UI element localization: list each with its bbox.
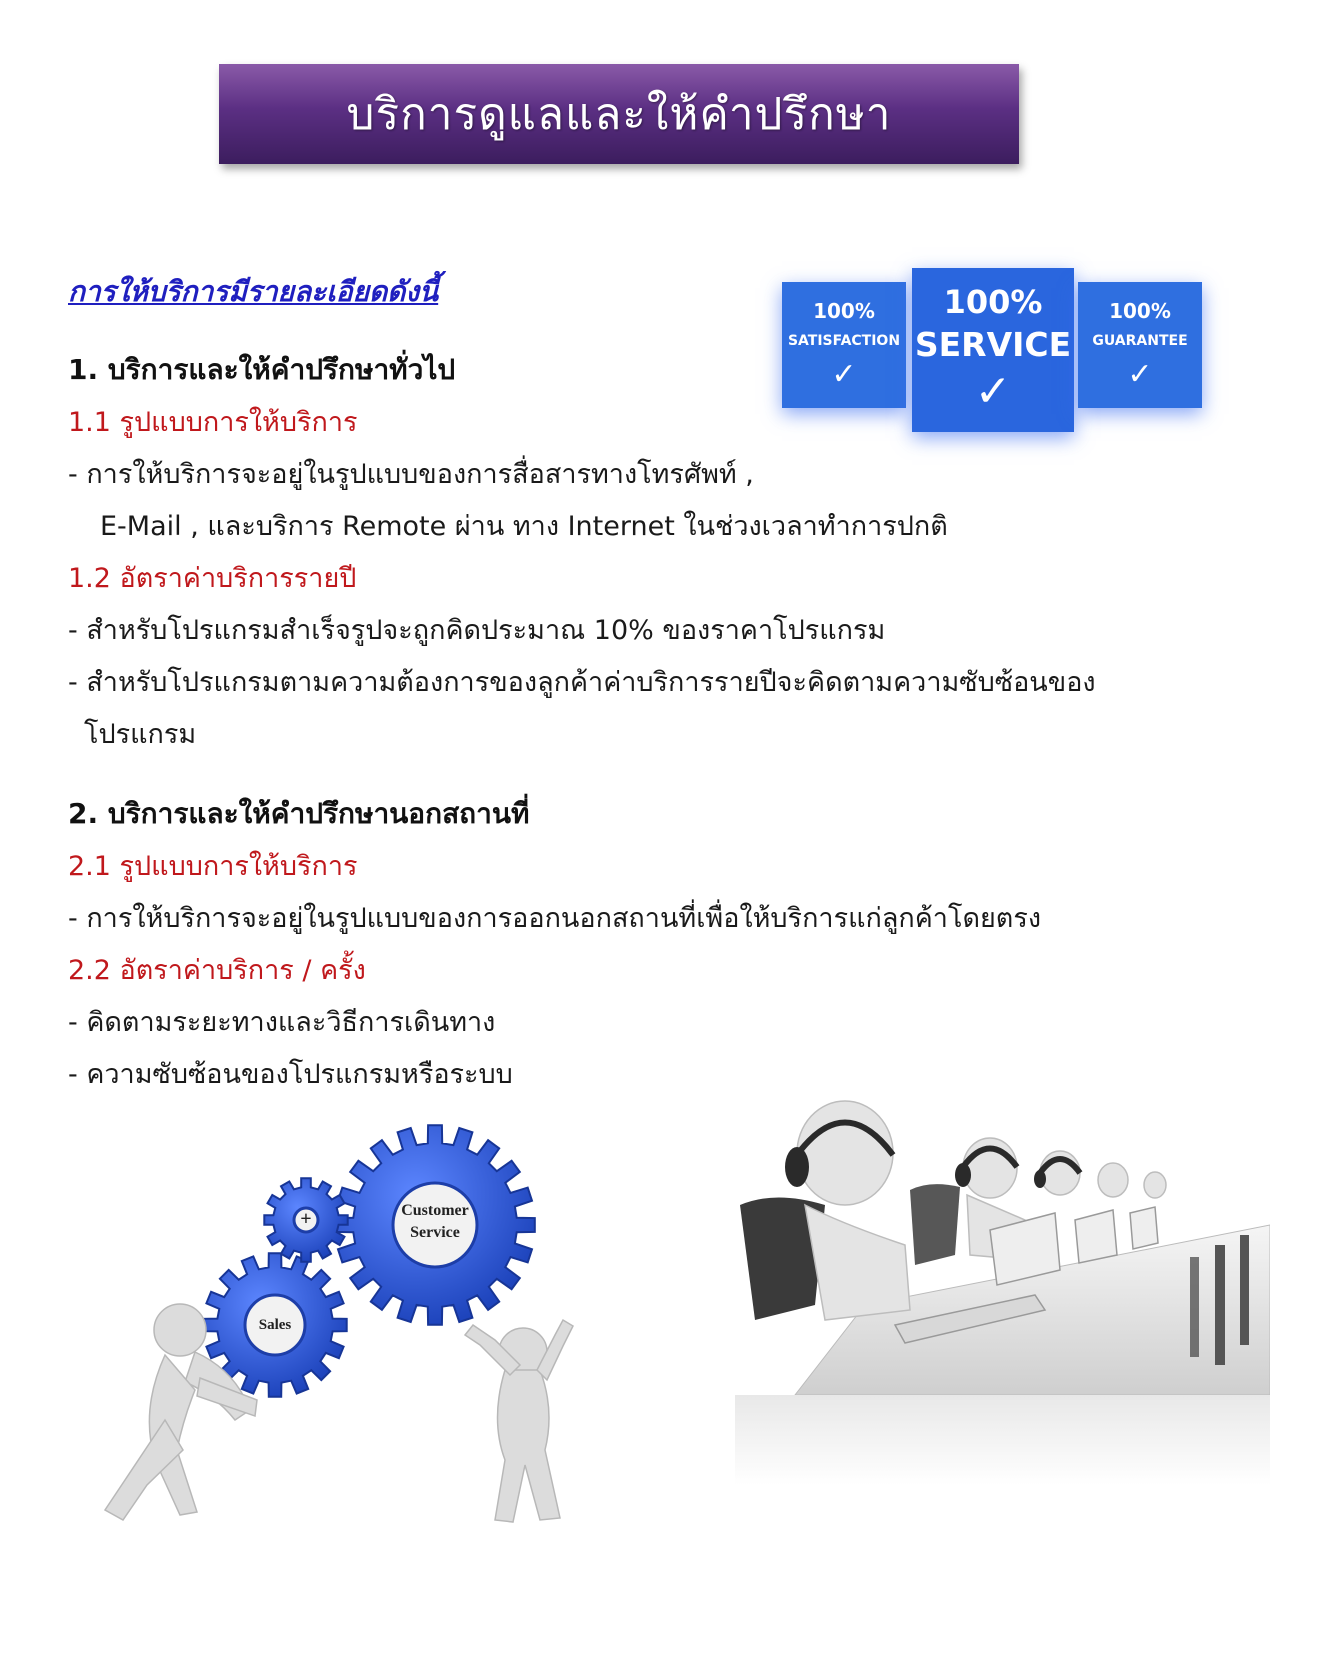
section-1-2-text-1: - สำหรับโปรแกรมสำเร็จรูปจะถูกคิดประมาณ 10% ของราคาโปรแกรม xyxy=(68,615,886,646)
section-2-1-subheading: 2.1 รูปแบบการให้บริการ xyxy=(68,851,358,882)
section-1-2-text-3: โปรแกรม xyxy=(84,719,197,750)
section-1-2-subheading: 1.2 อัตราค่าบริการรายปี xyxy=(68,563,357,594)
badge-word: SERVICE xyxy=(914,325,1072,364)
gear-label-service: Service xyxy=(410,1224,460,1241)
check-icon: ✓ xyxy=(831,356,857,392)
title-banner xyxy=(219,64,1019,164)
badge-word: SATISFACTION xyxy=(787,332,901,349)
page-title: บริการดูแลและให้คำปรึกษา xyxy=(346,89,892,140)
intro-text: การให้บริการมีรายละเอียดดังนี้ xyxy=(68,275,439,308)
section-2-2-text-1: - คิดตามระยะทางและวิธีการเดินทาง xyxy=(68,1007,496,1038)
badge-percent: 100% xyxy=(813,298,875,323)
badge-percent: 100% xyxy=(943,283,1043,321)
badge-percent: 100% xyxy=(1109,298,1171,323)
section-1-heading: 1. บริการและให้คำปรึกษาทั่วไป xyxy=(68,353,456,386)
service-badges xyxy=(760,220,1230,520)
gears-illustration xyxy=(85,1120,600,1540)
section-1-2-text-2: - สำหรับโปรแกรมตามความต้องการของลูกค้าค่าบริการรายปีจะคิดตามความซับซ้อนของ xyxy=(68,667,1096,698)
desk-reflection xyxy=(735,1395,1270,1485)
plus-icon: + xyxy=(300,1208,312,1230)
person-figure-right xyxy=(465,1320,573,1522)
check-icon: ✓ xyxy=(974,366,1012,417)
service-badge xyxy=(912,268,1074,432)
section-1-1-text-2: E-Mail , และบริการ Remote ผ่าน ทาง Internet ในช่วงเวลาทำการปกติ xyxy=(100,511,948,542)
check-icon: ✓ xyxy=(1127,356,1153,392)
guarantee-badge xyxy=(1078,282,1202,408)
section-2-2-subheading: 2.2 อัตราค่าบริการ / ครั้ง xyxy=(68,955,366,986)
section-2-heading: 2. บริการและให้คำปรึกษานอกสถานที่ xyxy=(68,797,530,830)
section-2-1-text-1: - การให้บริการจะอยู่ในรูปแบบของการออกนอกสถานที่เพื่อให้บริการแก่ลูกค้าโดยตรง xyxy=(68,903,1042,934)
satisfaction-badge xyxy=(782,282,906,408)
gear-label-sales: Sales xyxy=(258,1317,292,1333)
section-1-1-text-1: - การให้บริการจะอยู่ในรูปแบบของการสื่อสารทางโทรศัพท์ , xyxy=(68,459,754,490)
section-1-1-subheading: 1.1 รูปแบบการให้บริการ xyxy=(68,407,358,438)
gear-label-customer: Customer xyxy=(401,1202,469,1219)
section-2-2-text-2: - ความซับซ้อนของโปรแกรมหรือระบบ xyxy=(68,1059,513,1090)
badge-word: GUARANTEE xyxy=(1092,332,1188,349)
call-center-illustration xyxy=(735,1095,1270,1485)
